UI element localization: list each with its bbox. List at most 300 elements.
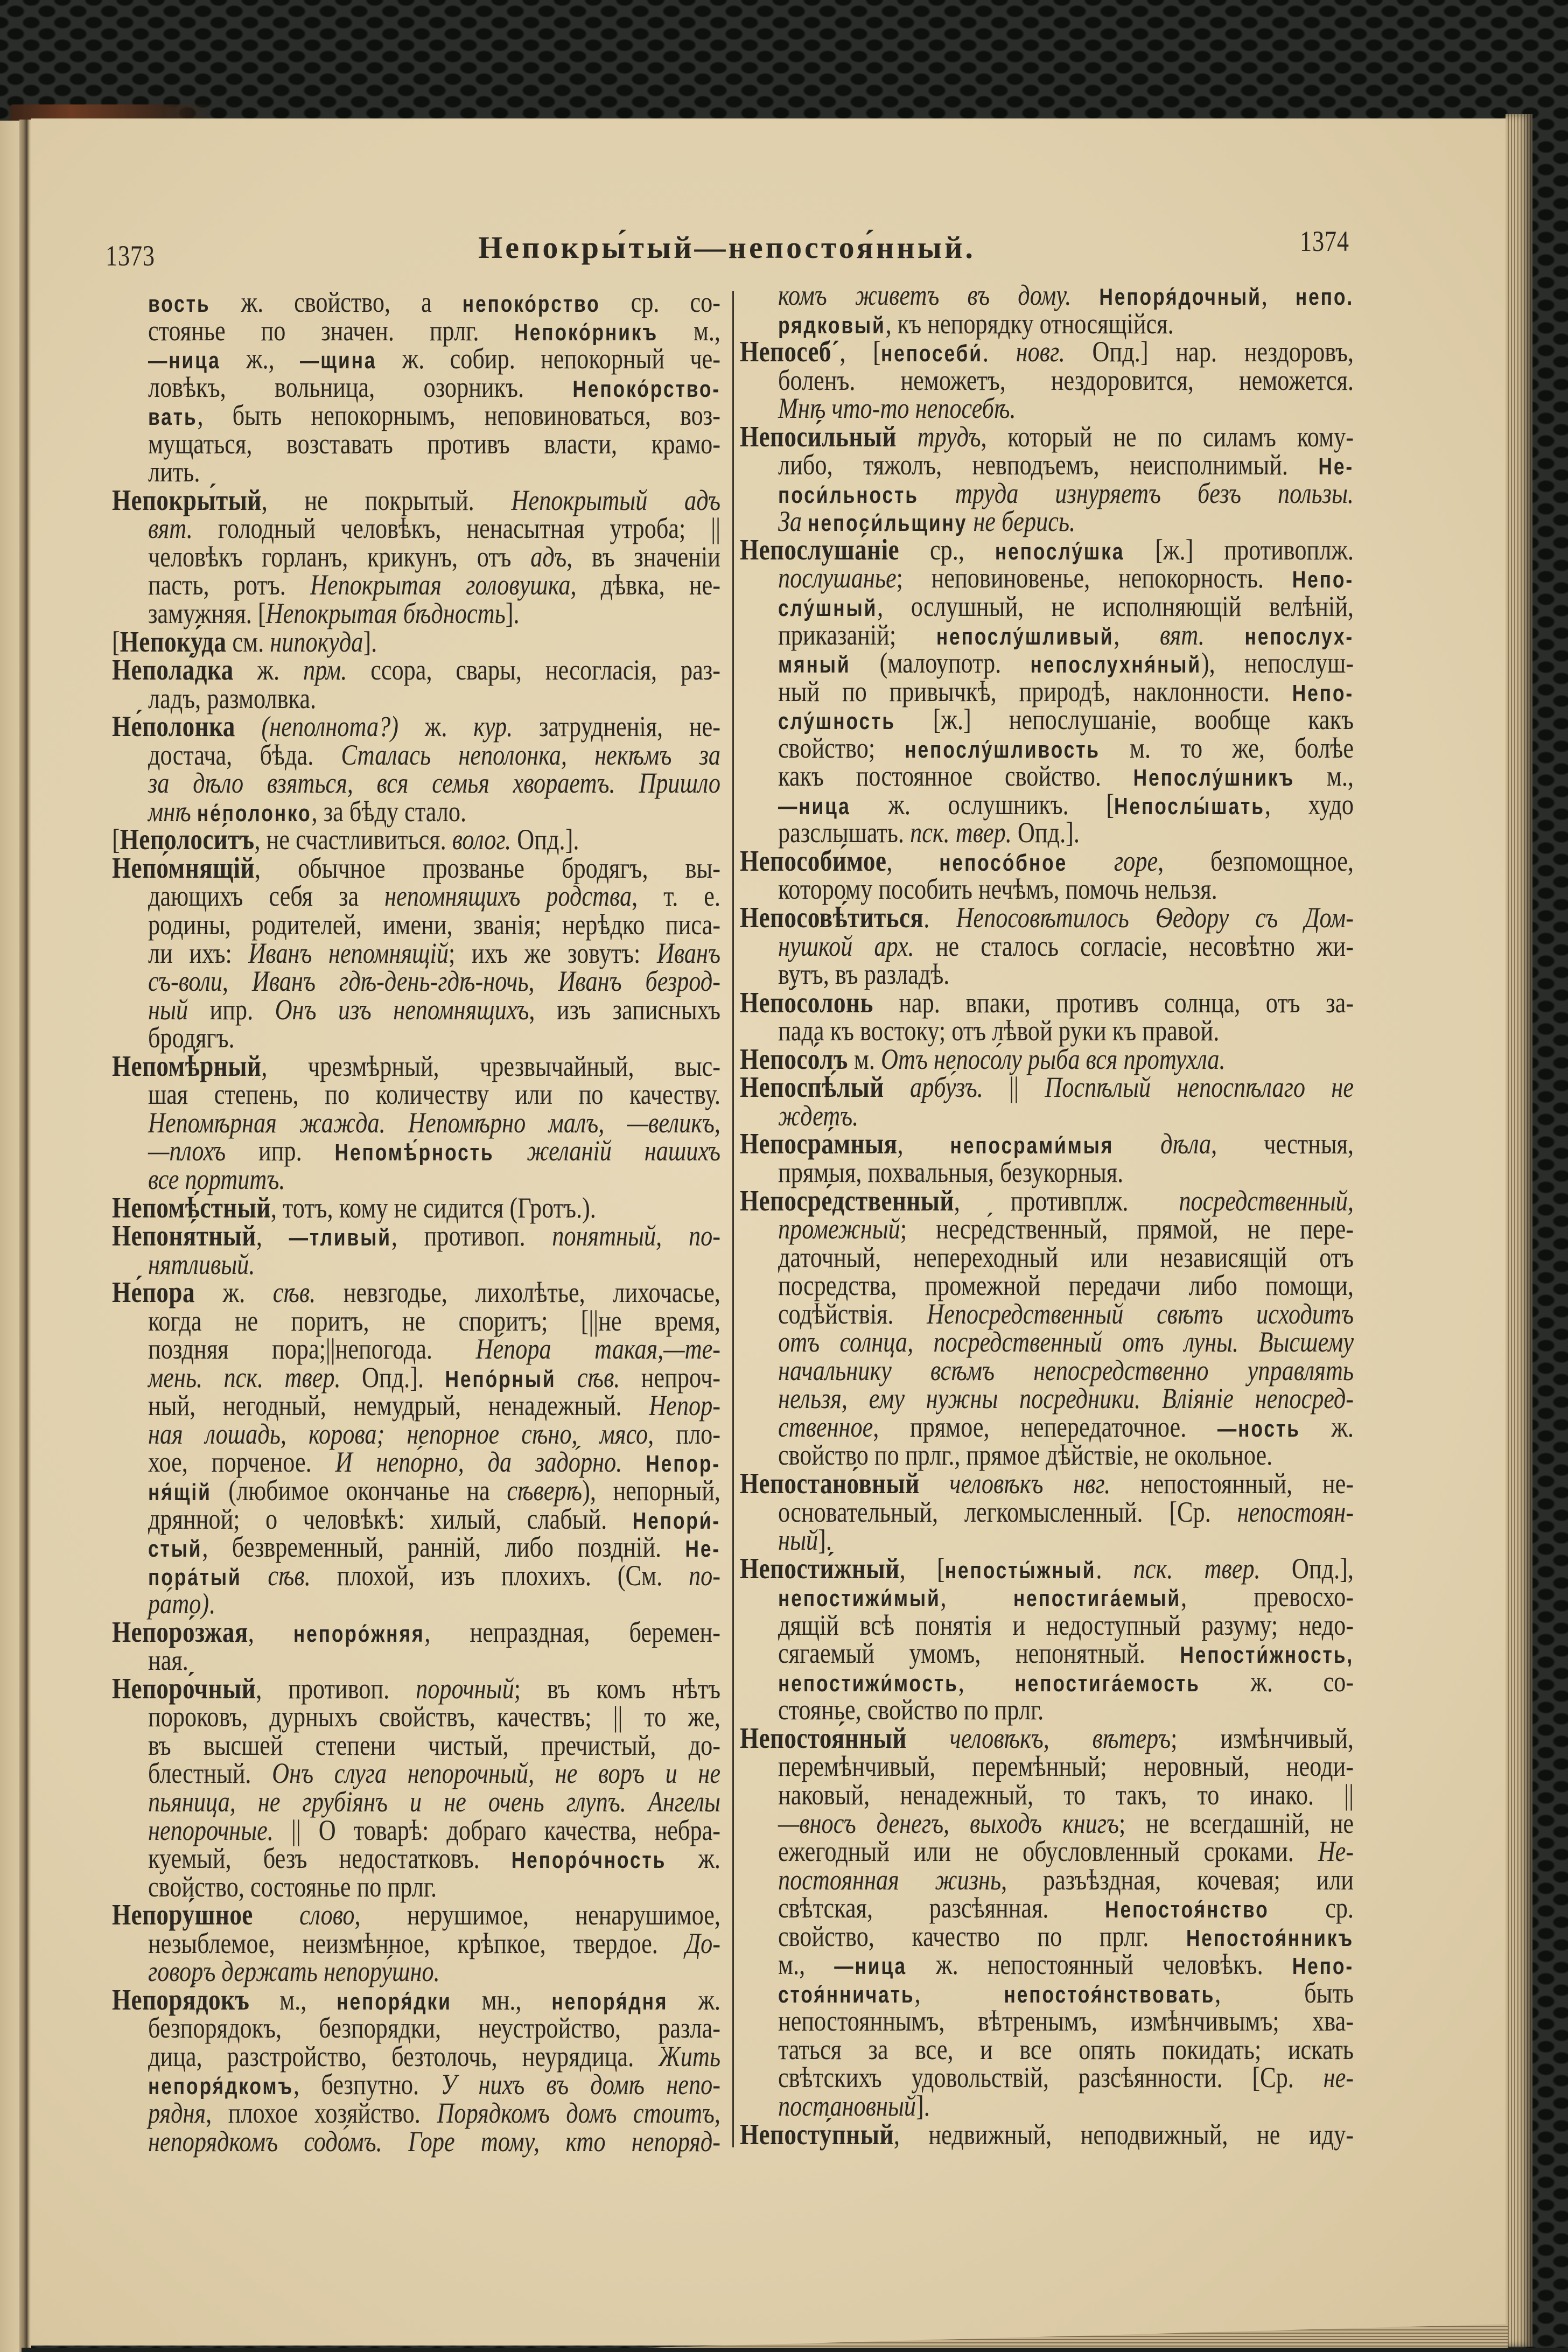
- definition-text: [967, 505, 973, 537]
- definition-text: , чрезмѣрный, чрезвычайный, выс-: [261, 1049, 720, 1082]
- text-line: [112, 625, 720, 658]
- example-text: непорочные.: [148, 1814, 274, 1846]
- definition-text: м.,: [249, 1983, 337, 2016]
- definition-text: м.: [848, 1042, 881, 1075]
- derived-form: Не-: [685, 1536, 720, 1563]
- text-line: [112, 882, 720, 911]
- text-line: [740, 1665, 1354, 1698]
- text-line: [740, 1976, 1354, 2009]
- definition-text: ,: [958, 1665, 1015, 1698]
- line-content: [740, 901, 1354, 934]
- definition-text: , противоп.: [391, 1220, 552, 1252]
- example-text: сѣверѣ: [507, 1474, 583, 1507]
- line-content: [148, 1785, 720, 1818]
- definition-text: которому пособить нечѣмъ, помочь нельзя.: [778, 873, 1217, 906]
- text-line: [740, 1922, 1354, 1951]
- definition-text: ].: [818, 1524, 832, 1557]
- example-text: не-: [1323, 2061, 1354, 2094]
- line-content: [148, 1446, 721, 1479]
- derived-form: Непоко́рство-: [572, 376, 720, 402]
- page-number-right: 1374: [1300, 225, 1349, 257]
- definition-text: ), непослуш-: [1201, 647, 1354, 680]
- definition-text: какъ постоянное свойство.: [778, 760, 1133, 793]
- text-line: [740, 2092, 1354, 2120]
- example-text: Отъ непосо́лу рыба вся протухла.: [881, 1042, 1226, 1075]
- text-line: [112, 1533, 720, 1562]
- line-content: [148, 401, 720, 430]
- derived-form: Непослы́шать: [1114, 793, 1265, 820]
- text-line: [112, 1728, 720, 1761]
- right-column: [740, 279, 1354, 2151]
- text-line: [740, 875, 1354, 904]
- definition-text: ,: [528, 965, 558, 998]
- headword: Непосеб´: [740, 335, 840, 368]
- derived-form: непо.: [1295, 284, 1354, 310]
- derived-form: —ность: [1217, 1416, 1300, 1442]
- example-text: промежный: [778, 1213, 900, 1245]
- example-text: по-: [688, 1559, 720, 1592]
- definition-text: ,: [248, 1615, 293, 1648]
- line-content: [740, 844, 1354, 877]
- definition-text: незыблемое, неизмѣнное, крѣпкое, твердое.: [148, 1927, 685, 1959]
- derived-form: непостижи́мый: [778, 1586, 941, 1612]
- line-content: [778, 2063, 1354, 2092]
- example-text: Непосредственный свѣтъ исходитъ: [927, 1297, 1354, 1330]
- text-line: [112, 540, 720, 573]
- line-content: [148, 2012, 720, 2045]
- text-line: [740, 1243, 1354, 1272]
- example-text: ственное: [778, 1410, 873, 1443]
- derived-form: ня́щій: [148, 1479, 212, 1506]
- example-text: Непор-: [649, 1389, 720, 1422]
- example-text: Иванъ безрод-: [558, 965, 720, 998]
- line-content: [778, 1439, 1354, 1472]
- definition-text: лить.: [148, 456, 200, 488]
- derived-form: —ница: [834, 1954, 907, 1980]
- definition-text: боленъ. неможетъ, нездоровится, неможется.: [778, 363, 1354, 396]
- line-content: [740, 2117, 1354, 2151]
- text-line: [740, 1070, 1354, 1104]
- line-content: [778, 1495, 1354, 1528]
- derived-form: рядковый: [778, 312, 886, 339]
- line-content: [148, 1587, 720, 1620]
- definition-text: наковый, ненадежный, то такъ, то инако. ||: [778, 1778, 1354, 1811]
- derived-form: непослу́шка: [995, 538, 1125, 565]
- example-text: понятный, по-: [552, 1220, 721, 1252]
- line-content: [778, 1158, 1354, 1187]
- line-content: [740, 1466, 1354, 1500]
- text-line: [740, 1608, 1354, 1641]
- text-line: [740, 1410, 1354, 1443]
- text-line: [112, 1106, 720, 1139]
- example-text: нипокуда: [270, 625, 363, 658]
- definition-text: ].: [916, 2090, 930, 2122]
- line-content: [778, 307, 1354, 340]
- definition-text: ипр.: [188, 993, 275, 1026]
- definition-text: достача, бѣда.: [148, 738, 341, 771]
- definition-text: Опд.].: [1011, 816, 1080, 849]
- text-line: [112, 1587, 720, 1620]
- definition-text: разслышать.: [778, 816, 911, 849]
- definition-text: блестный.: [148, 1757, 272, 1790]
- text-line: [112, 1021, 720, 1054]
- line-content: [148, 1816, 720, 1845]
- definition-text: свойство;: [778, 731, 905, 764]
- derived-form: не́полонко: [197, 800, 312, 827]
- example-text: ждетъ.: [778, 1099, 859, 1132]
- line-content: [148, 540, 720, 573]
- headword: Неполоси́тъ: [120, 823, 255, 856]
- text-line: [112, 288, 720, 317]
- example-text: ра́то): [148, 1587, 209, 1620]
- line-content: [778, 1384, 1354, 1413]
- headword: Непоси́льный: [740, 419, 897, 453]
- line-content: [778, 564, 1354, 592]
- line-content: [112, 1615, 720, 1648]
- line-content: [740, 1551, 1354, 1585]
- derived-form: Непостоя́нникъ: [1186, 1925, 1354, 1951]
- text-line: [740, 647, 1354, 680]
- line-content: [112, 1278, 720, 1307]
- definition-text: ,: [886, 844, 940, 877]
- headword: Непоро́чный: [112, 1671, 256, 1705]
- definition-text: , въ значеніи: [566, 540, 720, 573]
- derived-form: непоря́дкомъ: [148, 2074, 294, 2100]
- line-content: [778, 760, 1354, 793]
- text-line: [112, 738, 720, 771]
- line-content: [148, 2127, 720, 2156]
- definition-text: , обычное прозванье бродягъ, вы-: [254, 851, 720, 884]
- definition-text: ипр.: [226, 1135, 335, 1167]
- text-line: [740, 1809, 1354, 1838]
- text-line: [740, 1297, 1354, 1330]
- example-text: Мнѣ что-то непосебѣ.: [778, 392, 1016, 425]
- definition-text: м.,: [1294, 760, 1354, 793]
- definition-text: , безпомощное,: [1158, 844, 1354, 877]
- definition-text: , [: [899, 1552, 945, 1585]
- text-line: [112, 1391, 720, 1420]
- definition-text: , безвременный, ранній, либо поздній.: [202, 1531, 685, 1564]
- derived-form: Не-: [1318, 454, 1354, 480]
- line-content: [148, 797, 720, 826]
- line-content: [112, 483, 720, 516]
- derived-form: Непостоя́нство: [1105, 1897, 1269, 1923]
- text-line: [112, 514, 720, 543]
- line-content: [778, 1976, 1354, 2009]
- derived-form: мяный: [778, 652, 851, 678]
- derived-form: непостижи́мость: [778, 1670, 958, 1697]
- column-divider: [732, 291, 734, 2147]
- line-content: [148, 514, 720, 543]
- example-text: нельзя, ему нужны посредники. Вліяніе непосред-: [778, 1382, 1354, 1415]
- definition-text: ли ихъ:: [148, 936, 249, 969]
- text-line: [112, 825, 720, 854]
- derived-form: вать: [148, 404, 198, 431]
- text-line: [112, 342, 720, 375]
- example-text: Поспѣлый непоспѣлаго не: [1045, 1071, 1354, 1104]
- definition-text: см.: [226, 625, 270, 658]
- headword: Непостано́вный: [740, 1466, 920, 1500]
- line-content: [148, 2070, 720, 2099]
- example-text: Не-: [1318, 1835, 1354, 1868]
- definition-text: содѣйствія.: [778, 1297, 927, 1330]
- example-text: начальнику всѣмъ непосредственно управлять: [778, 1354, 1354, 1387]
- example-text: До-: [685, 1927, 720, 1959]
- line-content: [778, 2035, 1354, 2064]
- derived-form: непостоя́нствовать: [1004, 1982, 1215, 2008]
- text-line: [112, 2070, 720, 2099]
- text-line: [740, 1439, 1354, 1472]
- definition-text: м.,: [778, 1948, 835, 1981]
- derived-form: Непомѣ́рность: [334, 1140, 494, 1166]
- text-line: [112, 427, 720, 460]
- line-content: [740, 1127, 1354, 1160]
- line-content: [778, 929, 1354, 962]
- derived-form: слу́шность: [778, 709, 895, 735]
- text-line: [112, 2012, 720, 2045]
- line-content: [778, 1778, 1354, 1811]
- example-text: горе: [1114, 844, 1158, 877]
- definition-text: ].: [505, 597, 520, 630]
- line-content: [778, 451, 1354, 479]
- text-line: [112, 458, 720, 486]
- definition-text: даточный, непереходный или независящій отъ: [778, 1241, 1354, 1273]
- example-text: за дѣло взяться, вся семья хвораетъ. Пришло: [148, 767, 720, 800]
- text-line: [740, 1466, 1354, 1500]
- text-line: [740, 1778, 1354, 1811]
- derived-form: непосрами́мыя: [950, 1133, 1114, 1159]
- headword: Непосо́лъ: [740, 1042, 848, 1075]
- example-text: непостоян-: [1237, 1495, 1354, 1528]
- line-content: [778, 1099, 1354, 1132]
- line-content: [778, 1356, 1354, 1385]
- example-text: Иванъ непомнящій: [248, 936, 449, 969]
- derived-form: Непор-: [646, 1451, 721, 1478]
- text-line: [112, 936, 720, 969]
- text-line: [740, 1184, 1354, 1217]
- text-line: [740, 1326, 1354, 1359]
- line-content: [148, 684, 720, 713]
- definition-text: ; несре́дственный, прямой, не пере-: [900, 1213, 1354, 1245]
- line-content: [740, 335, 1354, 368]
- headword: Непору́шное: [112, 1898, 253, 1931]
- line-content: [112, 1983, 721, 2016]
- line-content: [148, 1728, 720, 1761]
- definition-text: || О товарѣ: добраго качества, небра-: [273, 1814, 720, 1846]
- line-content: [740, 1070, 1354, 1104]
- text-line: [740, 2117, 1354, 2151]
- line-content: [778, 1837, 1354, 1866]
- line-content: [112, 825, 720, 854]
- derived-form: непосеби́: [880, 341, 983, 367]
- text-line: [112, 1700, 720, 1733]
- text-line: [740, 1837, 1354, 1866]
- example-text: непорядкомъ содо́мъ. Горе тому, кто непоряд-: [148, 2125, 720, 2158]
- example-text: Непокрытый адъ: [511, 484, 720, 516]
- definition-text: , тотъ, кому не сидится (Гротъ.).: [270, 1191, 596, 1224]
- definition-text: [622, 1446, 646, 1478]
- text-line: [740, 844, 1354, 877]
- text-line: [740, 1639, 1354, 1668]
- line-content: [112, 1671, 720, 1705]
- line-content: [148, 1700, 720, 1733]
- line-content: [778, 1639, 1354, 1668]
- line-content: [148, 314, 721, 347]
- text-line: [740, 2063, 1354, 2092]
- definition-text: ср.: [1269, 1892, 1354, 1924]
- example-text: пск. твер.: [1133, 1552, 1261, 1585]
- line-content: [778, 363, 1354, 396]
- text-line: [112, 1646, 720, 1675]
- derived-form: непослу́шливый: [936, 624, 1114, 650]
- text-line: [740, 564, 1354, 592]
- line-content: [148, 1021, 720, 1054]
- definition-text: [494, 1135, 527, 1167]
- derived-form: непоси́льщину: [808, 510, 968, 537]
- text-line: [112, 712, 720, 741]
- definition-text: хое, порченое.: [148, 1446, 335, 1479]
- derived-form: Непо́рный: [445, 1366, 556, 1392]
- example-text: пск. твер.: [910, 816, 1012, 849]
- example-text: вят.: [1160, 618, 1205, 651]
- definition-text: вутъ, въ разладѣ.: [778, 958, 950, 991]
- line-content: [778, 618, 1354, 651]
- definition-text: ж. со-: [1200, 1665, 1354, 1698]
- definition-text: затрудненія, не-: [513, 710, 720, 743]
- definition-text: ,: [1114, 618, 1160, 651]
- definition-text: поздняя пора;||непогода.: [148, 1333, 476, 1366]
- derived-form: стый: [148, 1536, 202, 1563]
- definition-text: въ высшей степени чистый, пречистый, до-: [148, 1728, 720, 1761]
- line-content: [148, 1957, 720, 1986]
- definition-text: м. то же, болѣе: [1100, 731, 1354, 764]
- text-line: [112, 1191, 720, 1224]
- example-text: слово: [299, 1899, 355, 1931]
- example-text: постановный: [778, 2090, 916, 2122]
- definition-text: дица, разстройство, безтолочь, неурядица.: [148, 2040, 659, 2073]
- definition-text: ,: [256, 1220, 289, 1252]
- headword: Непоку́да: [120, 625, 227, 658]
- page-edges-right: [1506, 114, 1532, 2347]
- definition-text: ; неповиновенье, непокорность.: [896, 562, 1292, 594]
- definition-text: ; ихъ же зовутъ:: [448, 936, 657, 969]
- definition-text: , плохое хозяйство.: [206, 2097, 437, 2129]
- definition-text: м.,: [657, 314, 721, 347]
- definition-text: родины, родителей, имени, званія; нерѣдко писа-: [148, 908, 720, 941]
- derived-form: непосо́бное: [939, 850, 1068, 876]
- definition-text: Опд.] нар. нездоровъ,: [1065, 335, 1354, 368]
- headword: Непо́солонь: [740, 985, 873, 1019]
- text-line: [112, 653, 721, 687]
- definition-text: , безпутно.: [293, 2068, 441, 2101]
- derived-form: Непоко́рникъ: [514, 319, 658, 346]
- text-line: [740, 960, 1354, 989]
- text-line: [112, 1278, 720, 1307]
- line-content: [778, 790, 1354, 819]
- line-content: [778, 507, 1354, 536]
- line-content: [778, 281, 1354, 310]
- definition-text: свойство по прлг., прямое дѣйствіе, не окольное.: [778, 1439, 1273, 1472]
- example-text: отъ солнца, посредственный отъ луны. Высшему: [778, 1326, 1354, 1359]
- text-line: [740, 790, 1354, 819]
- definition-text: мн.,: [451, 1983, 552, 2016]
- derived-form: Непо-: [1292, 1954, 1354, 1980]
- headword: Непосре́дственный: [740, 1184, 954, 1217]
- line-content: [778, 647, 1354, 680]
- derived-form: поси́льность: [778, 482, 919, 508]
- definition-text: не сталось согласіе, несовѣтно жи-: [914, 929, 1354, 962]
- definition-text: основательный, легкомысленный. [Ср.: [778, 1495, 1237, 1528]
- text-line: [740, 307, 1354, 340]
- definition-text: таться за все, и все опять покидать; искать: [778, 2033, 1354, 2066]
- definition-text: Опд.].: [511, 823, 579, 856]
- definition-text: ловѣкъ, вольница, озорникъ.: [148, 370, 573, 403]
- line-content: [740, 1042, 1354, 1075]
- definition-text: пороковъ, дурныхъ свойствъ, качествъ; || то же,: [148, 1700, 720, 1733]
- definition-text: (малоупотр.: [850, 647, 1031, 680]
- text-line: [740, 1356, 1354, 1385]
- line-content: [148, 936, 720, 969]
- text-line: [112, 1250, 720, 1279]
- definition-text: .: [1096, 1552, 1133, 1585]
- derived-form: Непоря́дочный: [1099, 284, 1262, 310]
- example-text: (неполнота?): [261, 710, 399, 743]
- derived-form: вость: [148, 291, 211, 317]
- line-content: [778, 1922, 1354, 1951]
- example-text: говоръ держать непору́шно.: [148, 1955, 440, 1988]
- text-line: [740, 592, 1354, 621]
- text-line: [112, 1759, 720, 1788]
- text-line: [112, 1446, 721, 1479]
- definition-text: , не покрытый.: [261, 484, 512, 516]
- definition-text: [556, 1361, 577, 1394]
- text-line: [112, 1983, 721, 2016]
- text-line: [740, 1752, 1354, 1781]
- definition-text: шая степень, по количеству или по качеству.: [148, 1078, 720, 1111]
- text-line: [112, 1671, 720, 1705]
- headword: Непослуша́ніе: [740, 533, 900, 566]
- line-content: [148, 908, 720, 941]
- definition-text: [ж.] непослушаніе, вообще какъ: [895, 703, 1354, 736]
- definition-text: [ж.] противоплж.: [1124, 533, 1354, 566]
- line-content: [112, 851, 720, 884]
- example-text: —плохъ: [148, 1135, 226, 1167]
- headword: Непомѣ́стный: [112, 1191, 271, 1224]
- text-line: [740, 335, 1354, 368]
- text-line: [112, 1559, 720, 1592]
- line-content: [740, 1721, 1354, 1754]
- example-text: кур.: [473, 710, 513, 743]
- headword: Непособи́мое: [740, 844, 887, 877]
- derived-form: Непо-: [1292, 680, 1354, 706]
- definition-text: , изъ записныхъ: [529, 993, 720, 1026]
- text-line: [740, 818, 1354, 847]
- definition-text: ; въ комъ нѣтъ: [514, 1672, 720, 1705]
- text-line: [740, 1693, 1354, 1726]
- definition-text: , за бѣду стало.: [311, 795, 467, 828]
- line-content: [148, 1759, 720, 1788]
- line-content: [148, 1165, 720, 1194]
- text-line: [740, 731, 1354, 764]
- definition-text: ср. со-: [600, 286, 721, 318]
- text-line: [740, 1014, 1354, 1047]
- definition-text: ный, негодный, немудрый, ненадежный.: [148, 1389, 649, 1422]
- derived-form: Непори́-: [632, 1508, 720, 1534]
- definition-text: , превосхо-: [1180, 1580, 1354, 1613]
- example-text: трудъ: [917, 420, 981, 453]
- line-content: [778, 705, 1354, 734]
- definition-text: [: [112, 625, 120, 658]
